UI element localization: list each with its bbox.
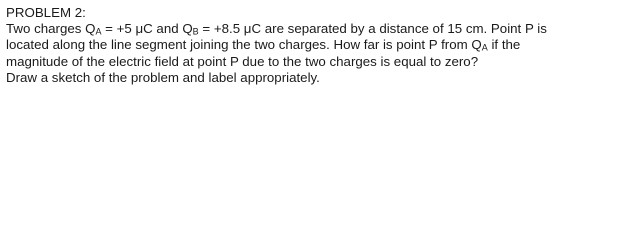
text-segment: if the [487,37,521,53]
text-segment: located along the line segment joining the two charges. How far is point P from Q [6,37,482,53]
problem-line-2 [6,37,618,53]
text-segment: = +5 μC and Q [101,21,193,37]
problem-line-1 [6,21,618,37]
problem-statement [6,5,618,86]
problem-line-4: Draw a sketch of the problem and label appropriately. [6,69,320,85]
problem-title: PROBLEM 2: [6,5,86,20]
text-segment: Two charges Q [6,21,96,37]
subscript-b: B [192,26,199,37]
subscript-a: A [481,42,488,53]
problem-line-3: magnitude of the electric field at point P due to the two charges is equal to zero? [6,53,479,69]
text-segment: = +8.5 μC are separated by a distance of 15 cm. Point P is [198,21,547,37]
subscript-a: A [95,26,102,37]
